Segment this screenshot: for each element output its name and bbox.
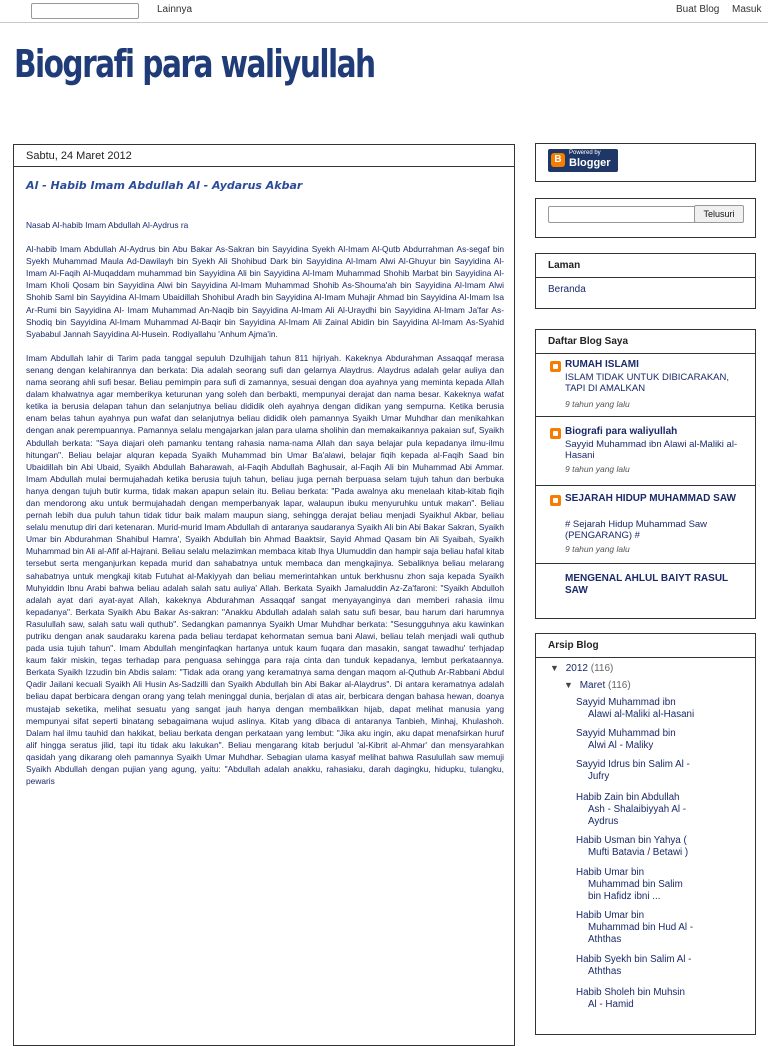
more-link[interactable]: Lainnya [157,4,193,15]
archive-post-line: Habib Umar bin [576,910,645,921]
archive-post-link[interactable] [576,728,746,752]
pages-title: Laman [548,260,581,271]
sign-in-link[interactable]: Masuk [732,4,762,15]
pages-divider [536,277,755,278]
archive-year-row [550,663,613,674]
blog-list-item-time: 9 tahun yang lalu [565,399,630,409]
blog-list-item [536,573,755,603]
badge-text: Blogger [569,157,611,169]
archive-post-line: Aththas [588,966,622,977]
archive-post-line: Jufry [588,771,610,782]
blogger-badge-widget [535,143,756,182]
archive-post-line: Habib Syekh bin Salim Al - [576,954,692,965]
collapse-toggle-icon[interactable]: ▼ [564,680,573,690]
blogger-feed-icon [550,495,561,506]
archive-post-line: Habib Zain bin Abdullah [576,792,680,803]
archive-post-link[interactable] [576,867,746,903]
archive-post-link[interactable] [576,759,746,783]
archive-title: Arsip Blog [548,640,599,651]
blog-list-title: Daftar Blog Saya [548,336,629,347]
collapse-toggle-icon[interactable]: ▼ [550,663,559,673]
post-body [26,219,504,799]
archive-post-line: Al - Hamid [588,999,634,1010]
archive-year-link[interactable]: 2012 [565,663,588,674]
archive-post-line: Mufti Batavia / Betawi ) [588,847,689,858]
blog-list-widget [535,329,756,619]
archive-year-count: (116) [590,663,614,674]
archive-month-count: (116) [608,680,631,691]
blog-list-item-subtitle[interactable]: # Sejarah Hidup Muhammad Saw (PENGARANG) # [565,519,708,541]
blog-list-separator [536,563,755,564]
archive-post-link[interactable] [576,954,746,978]
blog-list-separator [536,416,755,417]
post-paragraph: Imam Abdullah lahir di Tarim pada tanggal sepuluh Dzulhijjah tahun 811 hijriyah. Kakeknya Abdurahman Assaqqaf merasa senang dengan kelahirannya dan berkata: Dia adalah seorang sufi dan gelarnya Alaydrus. Alaydrus adalah gelar auliya dan nama seorang ahli sufi besar. Beliau pemimpin para sufi di zamannya, sesuai dengan doa ayahnya yang meminta kepada Allah dalam khalwatnya agar memberikya keturunan yang soleh dan berbakti, mempunyai derajat dan nama besar. Kakeknya wafat ketika ia berusia delapan tahun dan selanjutnya beliau dididik oleh ayahnya dengan didikan yang sempurna. Ketika berusia enam belas tahun ayahnya pun wafat dan selanjutnya beliau dididik oleh pamannya Syaikh Umar Muhdhar dan menikahkan dengan anak perempuannya. Pamannya selalu mengajarkan jalan para ulama sholihin dan memakaikannya pakaian suf, Syaikh Abdullah berkata: "Saya diajari oleh pamanku tentang rahasia nama-nama Allah dan saya belajar pula kepadanya ilmu-ilmu hitungan". Beliau belajar alquran kepada Syaikh Muhammad bin Umar Ba'alawi, belajar fiqih kepada al-Faqih Saad bin Ubaidillah bin Abi Ubaid, Syaikh Abdullah Baharawah, al-Faqih Abdullah Baghusair, al-Faqih Ali bin Muhammad Abi Ammar. Imam Abdullah mulai bermujahadah ketika berusia tujuh tahun, beliau juga pernah berpuasa selam tujuh tahun dan berbuka hanya dengan tujuh butir kurma, tidak makan apapun selain itu. Beliau berkata: "Pada awalnya aku menelaah kitab-kitab fiqih dan mendorong aku untuk bermujahadah dengan memperbanyak lapar, walaupun ibuku menyuruhku untuk makan". Beliau pernah lebih dua puluh tahun tidak tidur baik malam maupun siang, sehingga derajat beliau menjadi Syaikhul Akbar, beliau selalu menutup diri dari ketenaran. Murid-murid Imam Abdullah di antaranya saudaranya Syaikh Ali bin Abi Bakar Sakran, Syaikh Umar bin Abdurahman Shahibul Hamra', Syaikh Abdullah bin Ahmad Baaktsir, Sayid Ahmad Qasam bin Ali Syaibah, Syaikh Muhammad bin Ali al-Afif al-Hajrani. Beliau selalu melazimkan membaca kitab Ihya Ulumuddin dan hampir saja beliau hafal kitab tersebut serta menganjurkan kepada murid dan sahabatnya untuk membaca dan mengkajinya. Sebaliknya beliau melarang sahabatnya untuk mengkaji kitab Futuhat al-Makiyyah dan beliau memerintahkan untuk berkhusnu zhon saja kepada Syaikh Muhyiddin Ibnu Arabi bahwa beliau adalah salah satu auliya' Allah. Berkata Syaikh Jamaluddin Az-Za'faroni: "Syaikh Abdulloh adalah ayat dari ayat-ayat Allah, kakeknya Abdurahman Assaqqaf sangat menyayanginya dan memberi rahasia ilmu kepadanya". Berkata Syaikh Abu Bakar As-sakran: "Anakku Abdullah adalah salah satu sufi besar, bau harum dari harumnya Rasulullah saw, salah satu wali quthub". Sedangkan pamannya Syaikh Umar Muhdhar berkata: "Sesungguhnya aku kawinkan putriku dengan anak saudaraku karena pada beliau terdapat kehormatan semua bani Alawi, beliau telah menjadi wali quthub pada usia tujuh tahun". Imam Abdullah menginfaqkan hartanya untuk kaum fuqara dan masakin, sangat tawadhu' terhjadap kaum fakir miskin, tegas terhadap para penguasa sehingga para raja cinta dan tunduk kepadanya, lembut perkataannya. Berkata Syaikh Izzudin bin Abdis salam: "Tidak ada orang yang keramatnya sama dengan maqom al-Quthub Ar-Rabbani Abdul Qadir Jailani kecuali Syaikh Ali Husin As-Sadzilli dan Syaikh Abdullah bin Abi Bakar al-Alaydrus". Di antara keramatnya adalah beliau dapat berbicara dengan orang yang telah meninggal dunia, berjalan di atas air, berbicara dengan bahasa hewan, doanya mustajab seketika, melihat sesuatu yang sangat jauh hanya dengan membalikkan hijab, dapat melihat manusia yang mempunyai sifat seperti binatang sebagaimana wujud aslinya. Kitab yang dibaca di antaranya Tanbieh, Minhaj, Khulashoh. Dalam hal ilmu tauhid dan hakikat, beliau berkata dengan perkataan yang lembut: "Jika aku ingin, aku dapat menafsirkan huruf alif hingga seratus jilid, tapi itu tidak aku lakukan". Beliau mengarang kitab berjudul 'al-Kibrit al-Ahmar' dan mensyarahkan qasidah yang dikarang oleh pamannya Syaikh Umar Muhdhar. Sebagian ulama kasyaf melihat bahwa Rasulullah saw memuji Syaikh Abdullah dengan pujian yang agung, yaitu: "Abdullah adalah anakku, rahasiaku, darah dagingku, hidupku, tulangku, pewaris [26,352,504,787]
archive-post-line: Ash - Shalaibiyyah Al - [588,804,687,815]
blog-list-divider [536,353,755,354]
blog-list-item-subtitle[interactable]: ISLAM TIDAK UNTUK DIBICARAKAN, TAPI DI AMALKAN [565,372,729,394]
blog-list-item [536,426,755,480]
archive-divider [536,657,755,658]
page-link-home[interactable]: Beranda [548,284,586,295]
badge-small-text: Powered by [569,150,601,156]
search-button[interactable]: Telusuri [694,205,744,223]
blogger-feed-icon [550,361,561,372]
post-paragraph: Nasab Al-habib Imam Abdullah Al-Aydrus ra [26,220,189,230]
archive-post-link[interactable] [576,835,746,859]
blog-list-item-name[interactable]: RUMAH ISLAMI [565,359,639,370]
archive-post-line: Aththas [588,934,622,945]
archive-post-line: Sayyid Muhammad bin [576,728,676,739]
blog-list-item-subtitle[interactable]: Sayyid Muhammad ibn Alawi al-Maliki al-Hasani [565,439,738,461]
post-title[interactable]: Al - Habib Imam Abdullah Al - Aydarus Akbar [26,179,303,192]
archive-post-link[interactable] [576,910,746,946]
archive-post-line: Sayyid Idrus bin Salim Al - [576,759,690,770]
post-date: Sabtu, 24 Maret 2012 [26,150,132,162]
archive-post-link[interactable] [576,697,746,721]
blog-list-separator [536,485,755,486]
blog-list-item [536,493,755,559]
main-post-container [13,144,515,1046]
blog-list-item-time: 9 tahun yang lalu [565,464,630,474]
archive-month-row [564,680,631,691]
archive-post-line: Sayyid Muhammad ibn [576,697,676,708]
blog-list-item-name[interactable]: SEJARAH HIDUP MUHAMMAD SAW [565,493,736,504]
navbar-search-input[interactable] [31,3,139,19]
post-paragraph: Al-habib Imam Abdullah Al-Aydrus bin Abu Bakar As-Sakran bin Sayyidina Syekh Al-Imam Al-Qutb Abdurrahman As-segaf bin Syekh Muhammad Maula Ad-Dawilayh bin Syekh Ali Shohibud Dark bin Sayyidina Al-Imam Alwi Al-Ghuyur bin Sayyidina Al-Imam Al-Faqih Al-Muqaddam muhammad bin Sayyidina Ali bin Sayyidina Al-Imam Muhammad Shohib Marbat bin Sayyidina Al-Imam Kholi Qosam bin Sayyidina Alwi bin Sayyidina Al-Imam Muhammad Shohib As-Shouma'ah bin Sayyidina Al-Imam Alwi Shohib Saml bin Sayyidina Al-Imam Ubaidillah Shohibul Aradh bin Sayyidina Al-Imam Muhajir Ahmad bin Sayyidina Al-Imam Isa Ar-Rumi bin Sayyidina Al- Imam Muhammad An-Naqib bin Sayyidina Al-Imam Ali Al-Uraydhi bin Sayyidina Al-Imam Ja'far As-Shodiq bin Sayyidina Al-Imam Muhammad Al-Baqir bin Sayyidina Al-Imam Ali Zainal Abidin bin Sayyidina Al-Imam As-Syahid Syababul Jannah Sayyidina Al-Husein. Rodiyallahu 'Anhum Ajma'in. [26,244,504,339]
archive-month-link[interactable]: Maret [579,680,606,691]
blog-list-item-name[interactable]: MENGENAL AHLUL BAIYT RASUL SAW [565,573,728,596]
date-divider [14,166,514,167]
search-widget [535,198,756,238]
archive-post-line: Habib Umar bin [576,867,645,878]
archive-post-line: bin Hafidz ibni ... [588,891,661,902]
archive-post-line: Muhammad bin Salim [588,879,683,890]
archive-widget [535,633,756,1035]
pages-widget [535,253,756,309]
archive-post-link[interactable] [576,987,746,1011]
archive-post-line: Alawi al-Maliki al-Hasani [588,709,695,720]
archive-post-line: Aydrus [588,816,619,827]
powered-by-blogger-badge[interactable] [548,149,618,172]
archive-post-line: Alwi Al - Maliky [588,740,654,751]
blogger-navbar [0,0,768,23]
blogger-feed-icon [550,428,561,439]
archive-post-link[interactable] [576,792,746,828]
blogger-logo-icon: B [551,153,565,167]
search-input[interactable] [548,206,697,223]
archive-post-line: Habib Usman bin Yahya ( [576,835,687,846]
blog-title[interactable]: Biografi para waliyullah [14,42,375,86]
blog-list-item [536,359,755,413]
blog-list-item-name[interactable]: Biografi para waliyullah [565,426,678,437]
archive-post-line: Habib Sholeh bin Muhsin [576,987,685,998]
create-blog-link[interactable]: Buat Blog [676,4,720,15]
archive-post-line: Muhammad bin Hud Al - [588,922,694,933]
blog-list-item-time: 9 tahun yang lalu [565,544,630,554]
